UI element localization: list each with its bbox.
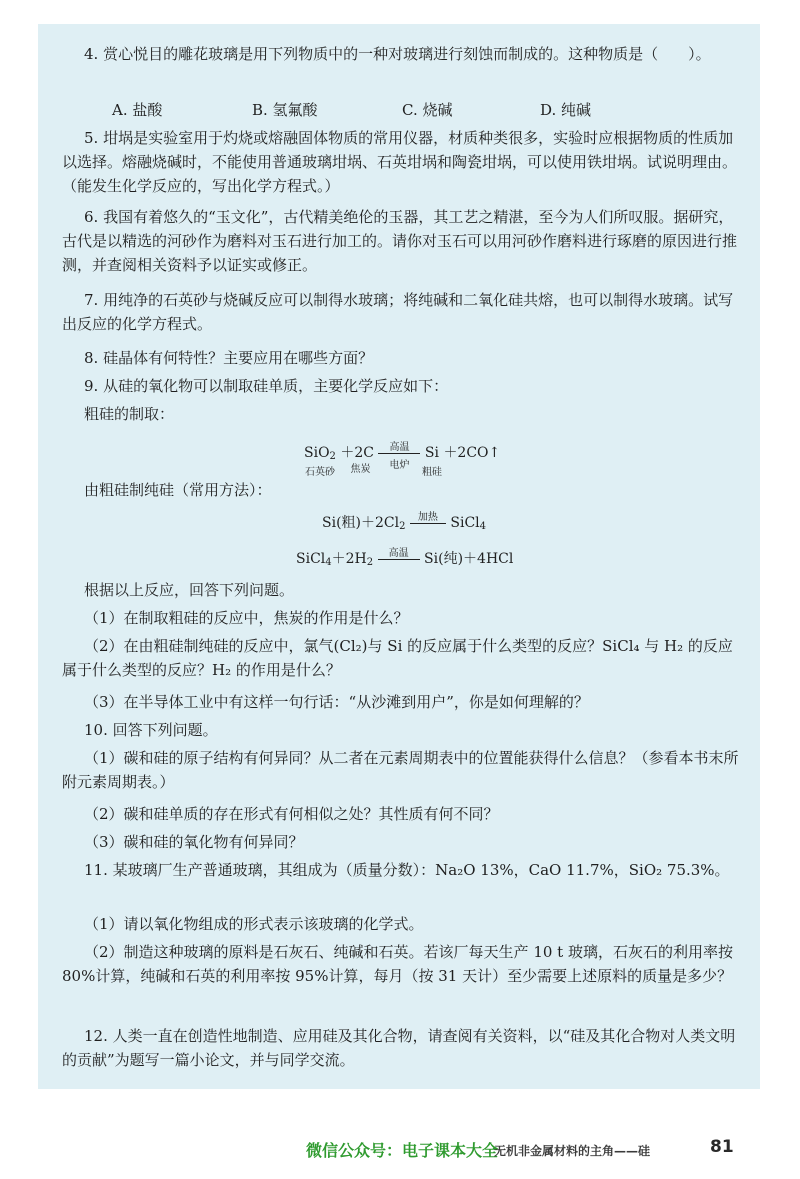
question-9-sub-2: （2）在由粗硅制纯硅的反应中，氯气(Cl₂)与 Si 的反应属于什么类型的反应？SiCl₄ 与 H₂ 的反应属于什么类型的反应？H₂ 的作用是什么？ [62, 637, 733, 679]
question-11-sub-1: （1）请以氧化物组成的形式表示该玻璃的化学式。 [84, 915, 424, 933]
question-10-sub-2: （2）碳和硅单质的存在形式有何相似之处？其性质有何不同？ [84, 805, 499, 823]
formula-si: Si [424, 445, 439, 461]
equation-chlorination: Si(粗)$+2Cl_2$ 加热 SiCl$_4$ [322, 512, 486, 532]
option-c: C. 烧碱 [402, 101, 453, 119]
question-7: 7. 用纯净的石英砂与烧碱反应可以制得水玻璃；将纯碱和二氧化硅共熔，也可以制得水玻璃。试写出反应的化学方程式。 [62, 291, 734, 333]
option-b: B. 氢氟酸 [252, 101, 318, 119]
option-a: A. 盐酸 [112, 101, 163, 119]
condition-furnace: 电炉 [389, 460, 410, 471]
question-6: 6. 我国有着悠久的“玉文化”，古代精美绝伦的玉器，其工艺之精湛，至今为人们所叹服。据研究，古代是以精选的河砂作为磨料对玉石进行加工的。请你对玉石可以用河砂作磨料进行琢磨的原因进行推测，并查阅相关资料予以证实或修正。 [62, 208, 738, 274]
watermark: 微信公众号：电子课本大全 [306, 1141, 499, 1160]
reaction-arrow [378, 442, 420, 471]
question-10: 10. 回答下列问题。 [84, 721, 218, 739]
chapter-title: 无机非金属材料的主角——硅 [494, 1144, 651, 1158]
label-quartz-sand: 石英砂 [304, 467, 335, 478]
formula-sio2: SiO [304, 445, 330, 461]
question-10-sub-1: （1）碳和硅的原子结构有何异同？从二者在元素周期表中的位置能获得什么信息？（参看本书末所附元素周期表。） [62, 749, 739, 791]
question-5: 5. 坩埚是实验室用于灼烧或熔融固体物质的常用仪器，材质种类很多，实验时应根据物质的性质加以选择。熔融烧碱时，不能使用普通玻璃坩埚、石英坩埚和陶瓷坩埚，可以使用铁坩埚。试说明理由。（能发生化学反应的，写出化学方程式。） [62, 129, 738, 195]
equation-reduction: $SiCl_4+2H_2$ 高温 Si(纯)＋4HCl [296, 548, 513, 568]
formula-co: ＋2CO↑ [443, 445, 501, 461]
question-12: 12. 人类一直在创造性地制造、应用硅及其化合物，请查阅有关资料，以“硅及其化合物对人类文明的贡献”为题写一篇小论文，并与同学交流。 [62, 1027, 736, 1069]
formula-sicl4: SiCl [450, 515, 480, 531]
condition-high-temp: 高温 [389, 442, 410, 453]
label-coke: 焦炭 [350, 464, 371, 475]
question-4-options [112, 98, 732, 122]
formula-h2: ＋2H [331, 551, 367, 567]
question-9-answer-intro: 根据以上反应，回答下列问题。 [84, 581, 295, 599]
condition-heating: 加热 [417, 512, 438, 523]
label-crude-silicon: 粗硅 [421, 467, 442, 478]
question-11: 11. 某玻璃厂生产普通玻璃，其组成为（质量分数）：Na₂O 13%，CaO 11.7%，SiO₂ 75.3%。 [84, 861, 730, 879]
formula-pure-si-hcl: Si(纯)＋4HCl [424, 551, 514, 567]
question-4: 4. 赏心悦目的雕花玻璃是用下列物质中的一种对玻璃进行刻蚀而制成的。这种物质是（ ）。 [84, 45, 711, 63]
reaction-arrow [378, 550, 420, 568]
option-d: D. 纯碱 [540, 101, 592, 119]
crude-silicon-label: 粗硅的制取： [84, 405, 175, 423]
question-9-sub-1: （1）在制取粗硅的反应中，焦炭的作用是什么？ [84, 609, 409, 627]
question-9-intro: 9. 从硅的氧化物可以制取硅单质，主要化学反应如下： [84, 377, 449, 395]
reaction-arrow [410, 514, 446, 532]
question-9-sub-3: （3）在半导体工业中有这样一句行话：“从沙滩到用户”，你是如何理解的？ [84, 693, 589, 711]
question-8: 8. 硅晶体有何特性？主要应用在哪些方面？ [84, 349, 374, 367]
formula-sicl4-reactant: SiCl [296, 551, 326, 567]
page-number: 81 [710, 1137, 734, 1157]
formula-si-crude-cl2: Si(粗)＋2Cl [322, 515, 400, 531]
question-10-sub-3: （3）碳和硅的氧化物有何异同？ [84, 833, 304, 851]
condition-high-temp: 高温 [388, 548, 409, 559]
formula-carbon: ＋2C [340, 445, 374, 461]
pure-silicon-label: 由粗硅制纯硅（常用方法）： [84, 481, 272, 499]
question-11-sub-2: （2）制造这种玻璃的原料是石灰石、纯碱和石英。若该厂每天生产 10 t 玻璃，石灰石的利用率按 80%计算，纯碱和石英的利用率按 95%计算，每月（按 31 天计）至少需要上述原料的质量是多少？ [62, 943, 733, 985]
equation-crude-silicon: SiO$_2$ 石英砂 ＋2C 焦炭 高温 电炉 Si 粗硅 ＋2CO↑ [304, 442, 500, 462]
